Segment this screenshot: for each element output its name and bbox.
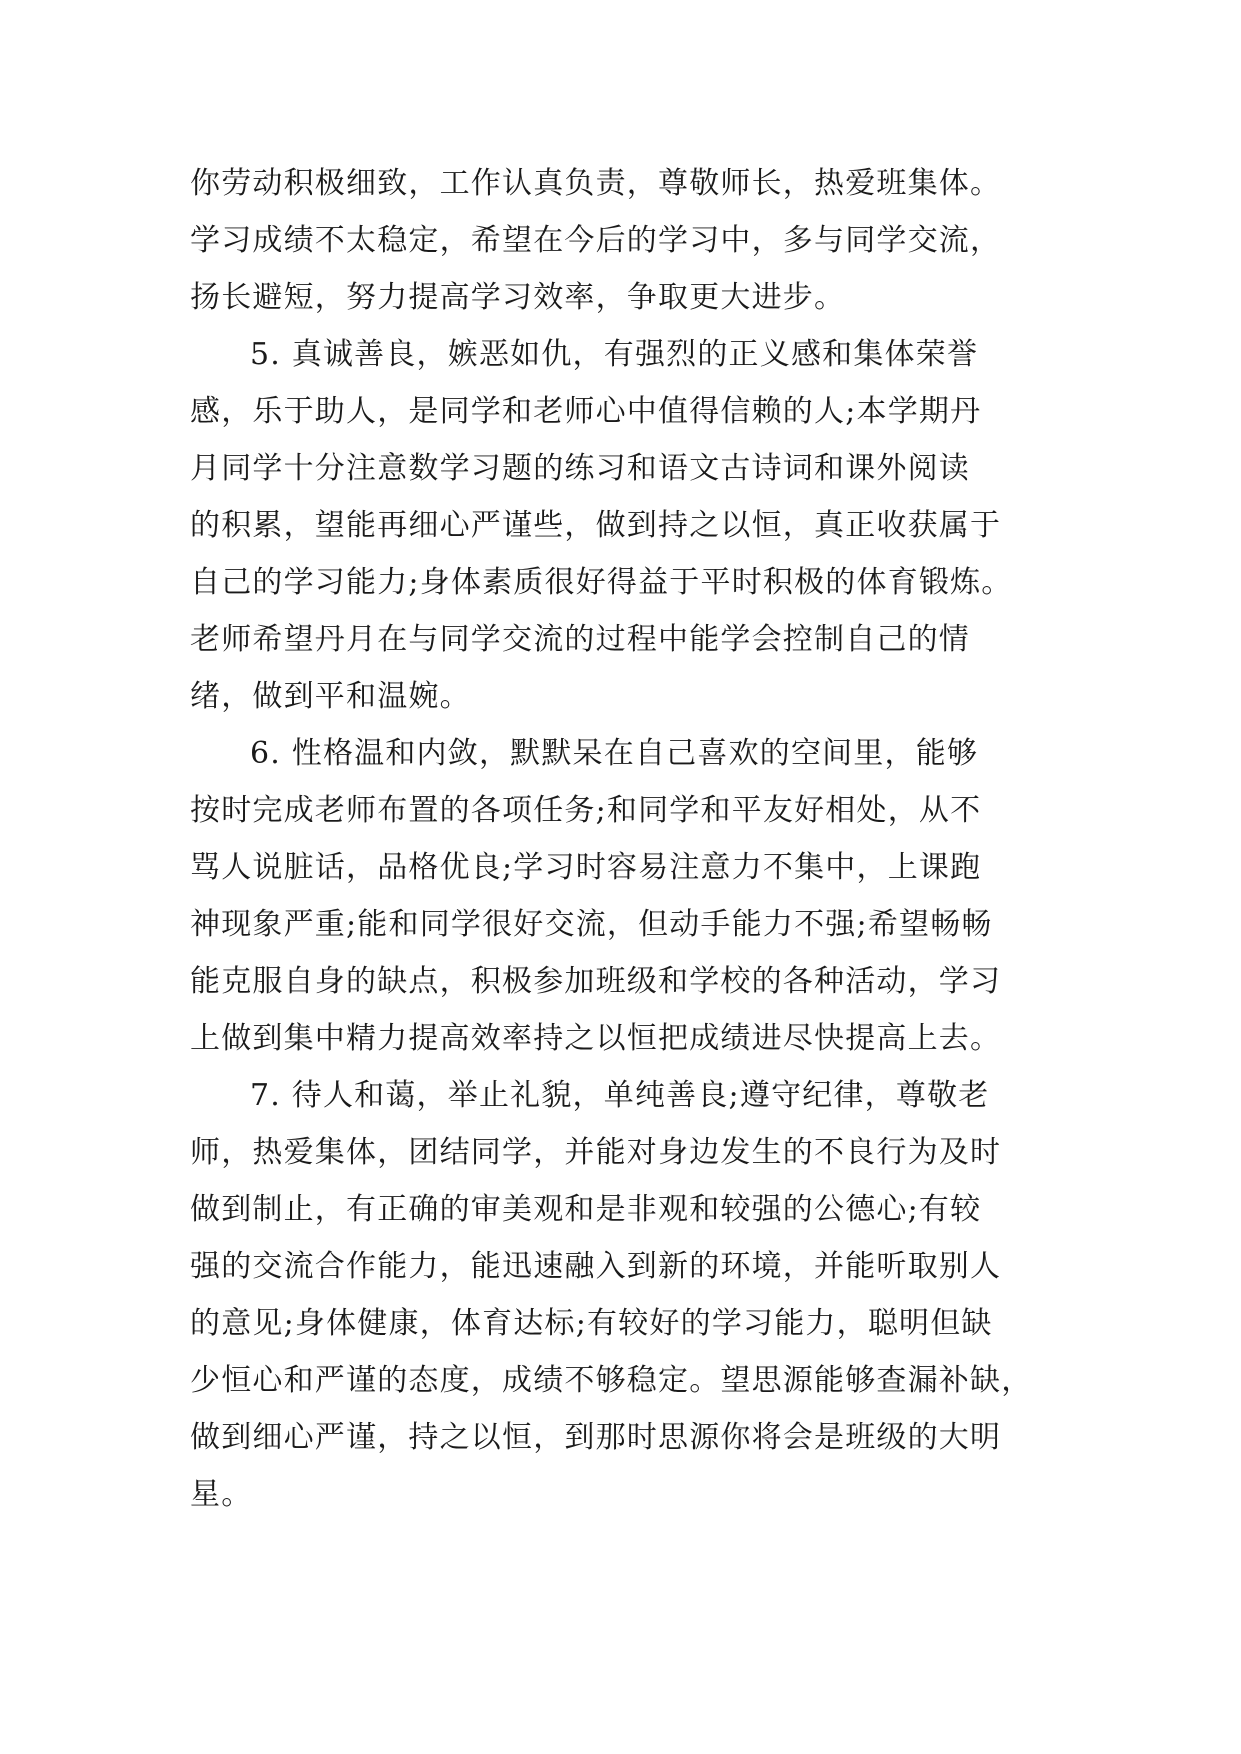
text-line: 星。 [190, 1477, 253, 1512]
text-line: 绪，做到平和温婉。 [190, 679, 471, 714]
text-line: 你劳动积极细致，工作认真负责，尊敬师长，热爱班集体。 [190, 166, 1002, 201]
document-body [190, 155, 1070, 1523]
paragraph-item-7 [190, 1067, 1070, 1523]
text-line: 少恒心和严谨的态度，成绩不够稳定。望思源能够查漏补缺， [190, 1363, 1033, 1398]
text-line: 上做到集中精力提高效率持之以恒把成绩进尽快提高上去。 [190, 1021, 1002, 1056]
text-line: 6. 性格温和内敛，默默呆在自己喜欢的空间里，能够 [250, 736, 979, 771]
text-line: 感，乐于助人，是同学和老师心中值得信赖的人;本学期丹 [190, 394, 982, 429]
text-line: 神现象严重;能和同学很好交流，但动手能力不强;希望畅畅 [190, 907, 993, 942]
text-line: 骂人说脏话，品格优良;学习时容易注意力不集中，上课跑 [190, 850, 982, 885]
paragraph-item-5 [190, 326, 1070, 725]
text-line: 的积累，望能再细心严谨些，做到持之以恒，真正收获属于 [190, 508, 1002, 543]
text-line: 7. 待人和蔼，举止礼貌，单纯善良;遵守纪律，尊敬老 [250, 1078, 990, 1113]
paragraph-item-6 [190, 725, 1070, 1067]
text-line: 按时完成老师布置的各项任务;和同学和平友好相处，从不 [190, 793, 982, 828]
text-line: 师，热爱集体，团结同学，并能对身边发生的不良行为及时 [190, 1135, 1002, 1170]
text-line: 5. 真诚善良，嫉恶如仇，有强烈的正义感和集体荣誉 [250, 337, 979, 372]
text-line: 强的交流合作能力，能迅速融入到新的环境，并能听取别人 [190, 1249, 1002, 1284]
text-line: 的意见;身体健康，体育达标;有较好的学习能力，聪明但缺 [190, 1306, 993, 1341]
text-line: 做到细心严谨，持之以恒，到那时思源你将会是班级的大明 [190, 1420, 1002, 1455]
paragraph-continuation [190, 155, 1070, 326]
text-line: 老师希望丹月在与同学交流的过程中能学会控制自己的情 [190, 622, 970, 657]
text-line: 学习成绩不太稳定，希望在今后的学习中，多与同学交流， [190, 223, 1002, 258]
text-line: 自己的学习能力;身体素质很好得益于平时积极的体育锻炼。 [190, 565, 1013, 600]
text-line: 扬长避短，努力提高学习效率，争取更大进步。 [190, 280, 846, 315]
text-line: 做到制止，有正确的审美观和是非观和较强的公德心;有较 [190, 1192, 982, 1227]
text-line: 月同学十分注意数学习题的练习和语文古诗词和课外阅读 [190, 451, 970, 486]
text-line: 能克服自身的缺点，积极参加班级和学校的各种活动，学习 [190, 964, 1002, 999]
